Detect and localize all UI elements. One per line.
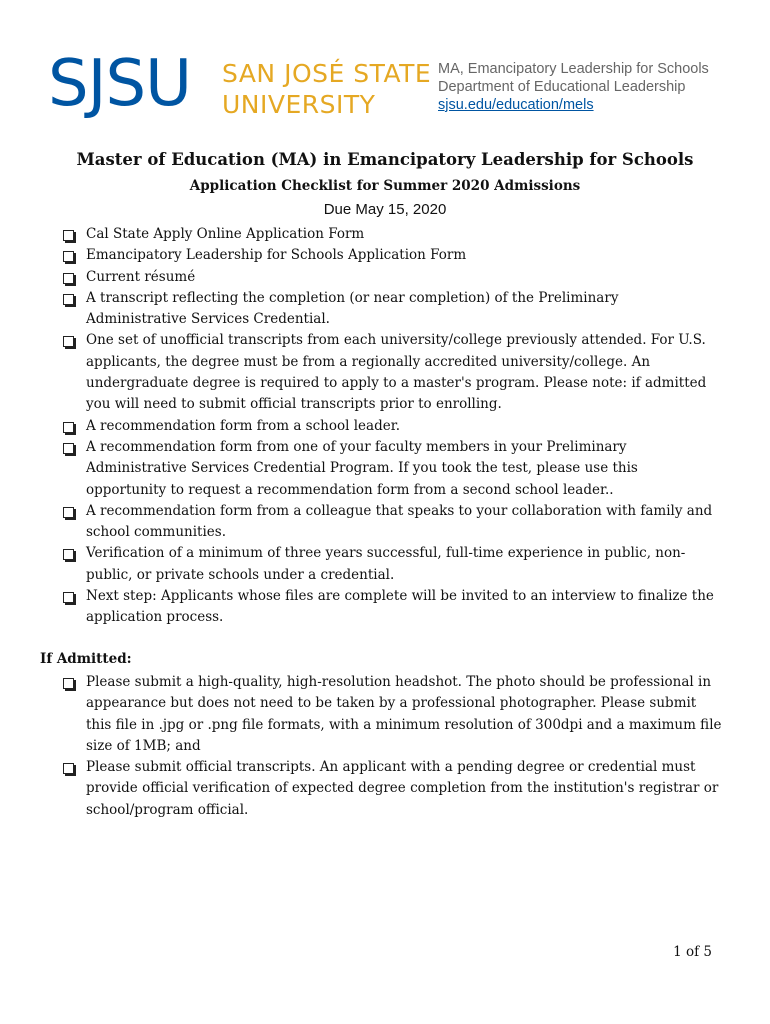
checkbox-icon xyxy=(63,422,74,433)
checklist-item: Verification of a minimum of three years successful, full-time experience in public, non-public, or private schools under a credential. xyxy=(62,543,722,586)
checklist-item: A recommendation form from a school leader. xyxy=(62,416,722,437)
checklist-item: Next step: Applicants whose files are complete will be invited to an interview to finalize the application process. xyxy=(62,586,722,629)
checklist-item: One set of unofficial transcripts from each university/college previously attended. For U.S. applicants, the degree must be from a regionally accredited university/college. An undergraduate degree is required to apply to a master's program. Please note: if admitted you will need to submit official transcripts prior to enrolling. xyxy=(62,330,722,415)
document-title: Master of Education (MA) in Emancipatory Leadership for Schools xyxy=(76,150,694,169)
university-name-line2: UNIVERSITY xyxy=(222,90,376,119)
program-name: MA, Emancipatory Leadership for Schools xyxy=(438,61,709,77)
checklist-item: A recommendation form from one of your faculty members in your Preliminary Administrative Services Credential Program. If you took the test, please use this opportunity to request a recommendation form from a second school leader.. xyxy=(62,437,722,501)
letterhead xyxy=(0,0,770,140)
checklist-item: Cal State Apply Online Application Form xyxy=(62,224,722,245)
if-admitted-heading: If Admitted: xyxy=(40,651,132,667)
checkbox-icon xyxy=(63,763,74,774)
page-number: 1 of 5 xyxy=(673,944,712,960)
checklist-item: Emancipatory Leadership for Schools Application Form xyxy=(62,245,722,266)
checkbox-icon xyxy=(63,592,74,603)
university-wordmark xyxy=(222,58,431,120)
program-link[interactable]: sjsu.edu/education/mels xyxy=(438,97,594,113)
checkbox-icon xyxy=(63,549,74,560)
sjsu-logo: SJSU xyxy=(48,47,191,121)
checkbox-icon xyxy=(63,294,74,305)
admitted-item: Please submit a high-quality, high-resolution headshot. The photo should be professional in appearance but does not need to be taken by a professional photographer. Please submit this file in .jpg or .png file formats, with a minimum resolution of 300dpi and a maximum file size of 1MB; and xyxy=(62,672,722,757)
document-subtitle: Application Checklist for Summer 2020 Admissions xyxy=(189,178,581,194)
checkbox-icon xyxy=(63,336,74,347)
checkbox-icon xyxy=(63,678,74,689)
application-checklist xyxy=(62,224,722,629)
checkbox-icon xyxy=(63,507,74,518)
checklist-item: Current résumé xyxy=(62,267,722,288)
checkbox-icon xyxy=(63,443,74,454)
department-info xyxy=(438,60,709,114)
university-name-line1: SAN JOSÉ STATE xyxy=(222,59,432,88)
checkbox-icon xyxy=(63,273,74,284)
checklist-item: A transcript reflecting the completion (or near completion) of the Preliminary Administrative Services Credential. xyxy=(62,288,722,331)
checklist-item: A recommendation form from a colleague that speaks to your collaboration with family and school communities. xyxy=(62,501,722,544)
department-name: Department of Educational Leadership xyxy=(438,79,686,95)
checkbox-icon xyxy=(63,251,74,262)
if-admitted-list xyxy=(62,672,722,821)
admitted-item: Please submit official transcripts. An applicant with a pending degree or credential must provide official verification of expected degree completion from the institution's registrar or school/program official. xyxy=(62,757,722,821)
checkbox-icon xyxy=(63,230,74,241)
due-date: Due May 15, 2020 xyxy=(323,201,447,218)
